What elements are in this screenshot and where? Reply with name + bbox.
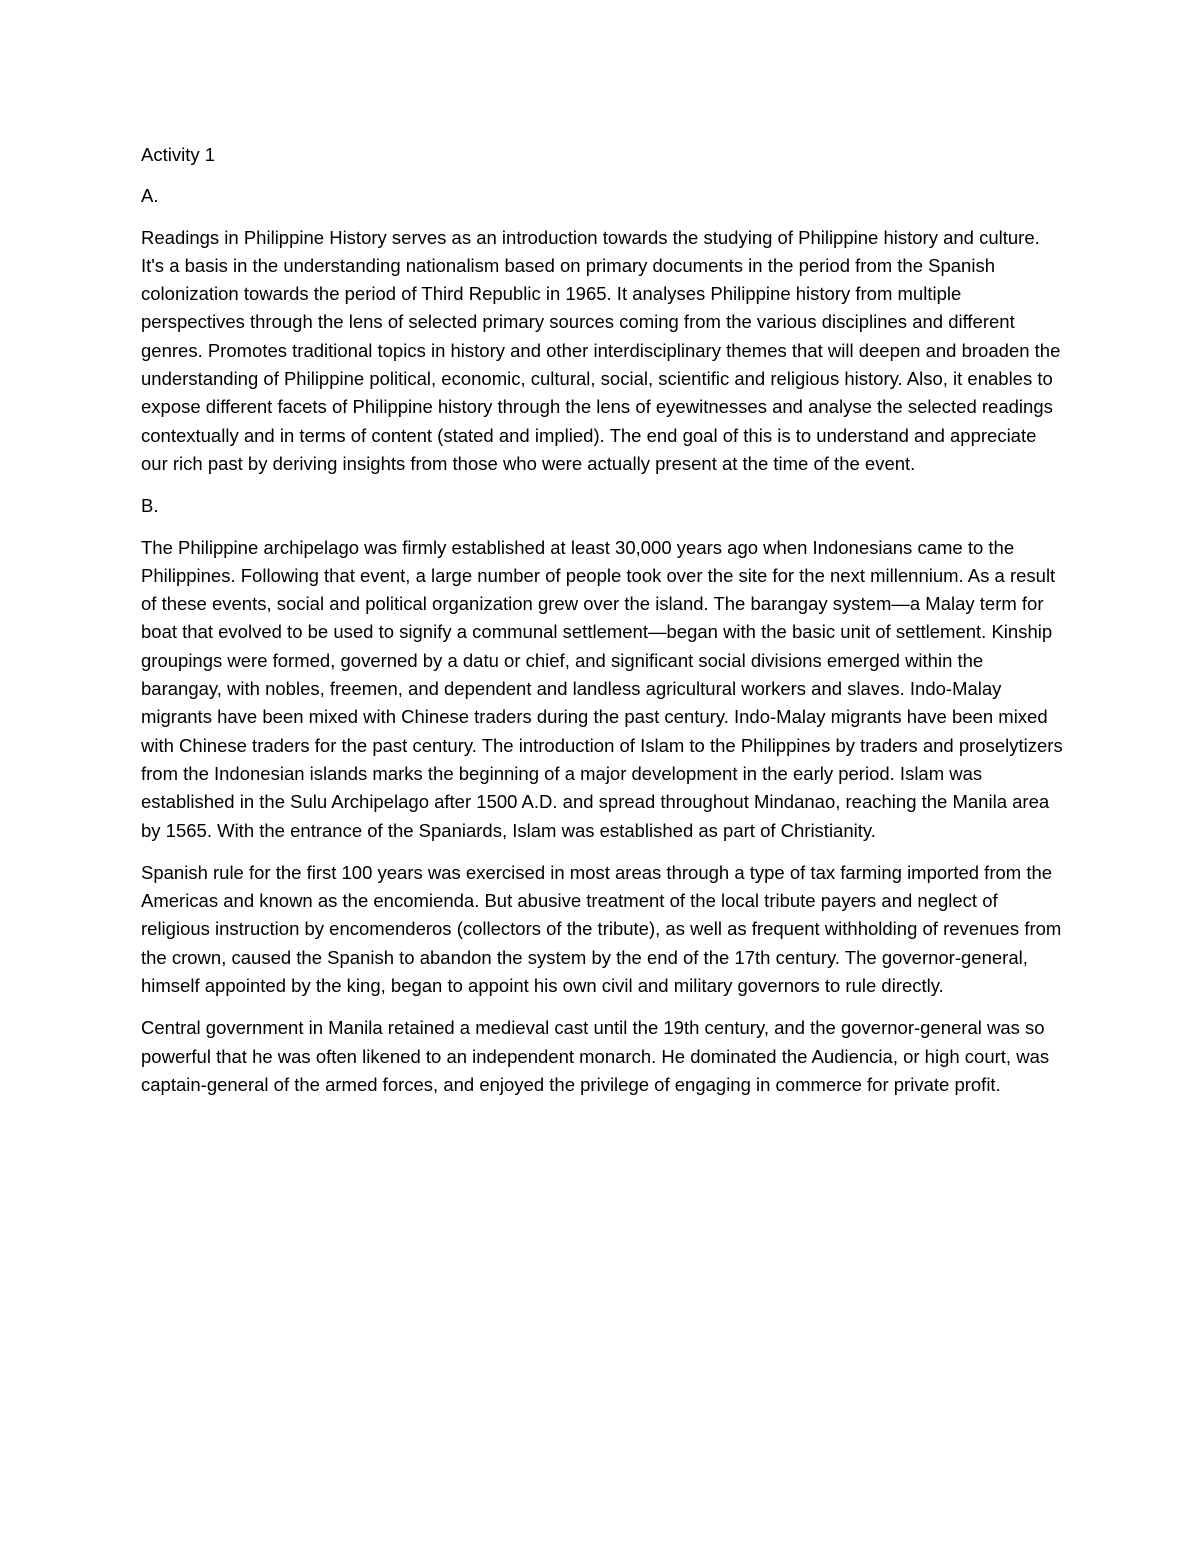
section-b-paragraph-3: Central government in Manila retained a medieval cast until the 19th century, and the governor-general was so powerful that he was often likened to an independent monarch. He dominated the Audiencia, or high court, was captain-general of the armed forces, and enjoyed the privilege of engaging in commerce for private profit. <box>141 1017 1050 1095</box>
section-b-paragraph-2: Spanish rule for the first 100 years was exercised in most areas through a type of tax farming imported from the Americas and known as the encomienda. But abusive treatment of the local tribute payers and neglect of religious instruction by encomenderos (collectors of the tribute), as well as frequent withholding of revenues from the crown, caused the Spanish to abandon the system by the end of the 17th century. The governor-general, himself appointed by the king, began to appoint his own civil and military governors to rule directly. <box>141 861 1062 997</box>
document-body <box>141 141 1066 1113</box>
section-b-label: B. <box>141 495 159 517</box>
section-a-label: A. <box>141 185 159 207</box>
document-title: Activity 1 <box>141 144 216 165</box>
section-b-paragraph-1: The Philippine archipelago was firmly established at least 30,000 years ago when Indonesians came to the Philippines. Following that event, a large number of people took over the site for the next millennium. As a result of these events, social and political organization grew over the island. The barangay system—a Malay term for boat that evolved to be used to signify a communal settlement—began with the basic unit of settlement. Kinship groupings were formed, governed by a datu or chief, and significant social divisions emerged within the barangay, with nobles, freemen, and dependent and landless agricultural workers and slaves. Indo-Malay migrants have been mixed with Chinese traders during the past century. Indo-Malay migrants have been mixed with Chinese traders for the past century. The introduction of Islam to the Philippines by traders and proselytizers from the Indonesian islands marks the beginning of a major development in the early period. Islam was established in the Sulu Archipelago after 1500 A.D. and spread throughout Mindanao, reaching the Manila area by 1565. With the entrance of the Spaniards, Islam was established as part of Christianity. <box>141 536 1063 841</box>
section-a-paragraph-1: Readings in Philippine History serves as an introduction towards the studying of Philippine history and culture. It's a basis in the understanding nationalism based on primary documents in the period from the Spanish colonization towards the period of Third Republic in 1965. It analyses Philippine history from multiple perspectives through the lens of selected primary sources coming from the various disciplines and different genres. Promotes traditional topics in history and other interdisciplinary themes that will deepen and broaden the understanding of Philippine political, economic, cultural, social, scientific and religious history. Also, it enables to expose different facets of Philippine history through the lens of eyewitnesses and analyse the selected readings contextually and in terms of content (stated and implied). The end goal of this is to understand and appreciate our rich past by deriving insights from those who were actually present at the time of the event. <box>141 226 1061 474</box>
